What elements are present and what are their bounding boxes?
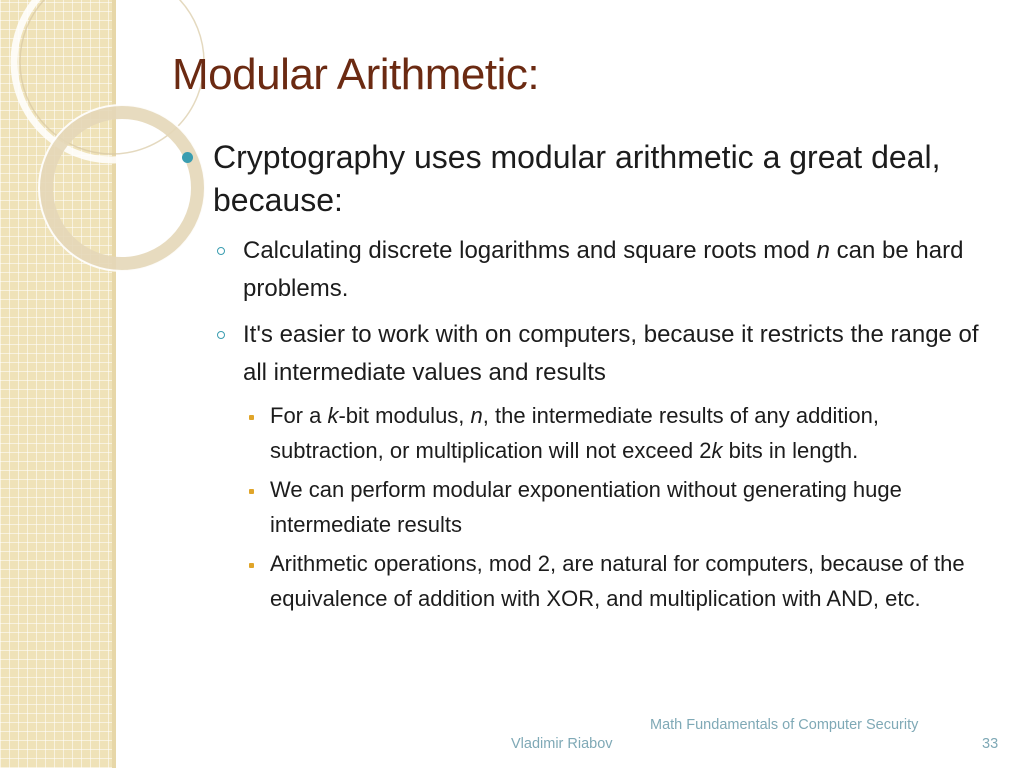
variable-k: k bbox=[711, 437, 723, 463]
bullet-text: Cryptography uses modular arithmetic a great deal, because: bbox=[213, 139, 941, 218]
slide-title: Modular Arithmetic: bbox=[172, 50, 540, 99]
bullet-text: Calculating discrete logarithms and square roots mod bbox=[243, 237, 817, 264]
bullet-level2 bbox=[243, 232, 998, 308]
bullet-text: bits in length. bbox=[722, 437, 859, 463]
bullet-square-icon bbox=[249, 415, 254, 420]
bullet-text: -bit modulus, bbox=[338, 403, 471, 428]
footer-course: Math Fundamentals of Computer Security bbox=[650, 717, 919, 733]
bullet-dot-icon bbox=[182, 152, 193, 163]
bullet-level3 bbox=[270, 399, 998, 468]
slide-body bbox=[178, 136, 998, 616]
variable-n: n bbox=[816, 237, 830, 264]
bullet-ring-icon bbox=[217, 331, 225, 339]
bullet-level1 bbox=[178, 136, 998, 222]
bullet-text: Arithmetic operations, mod 2, are natural for computers, because of the equivalence of addition with XOR, and multiplication with AND, etc. bbox=[270, 551, 965, 611]
bullet-level3 bbox=[270, 547, 998, 616]
variable-n: n bbox=[470, 403, 483, 428]
bullet-text: For a bbox=[270, 403, 328, 428]
bullet-text: , the intermediate results of any addition, subtraction, or multiplication will not exceed 2 bbox=[270, 403, 880, 463]
bullet-text: It's easier to work with on computers, because it restricts the range of all intermediate values and results bbox=[243, 321, 979, 386]
bullet-ring-icon bbox=[217, 247, 225, 255]
bullet-level2 bbox=[243, 316, 998, 392]
page-number: 33 bbox=[982, 736, 999, 752]
bullet-text: We can perform modular exponentiation without generating huge intermediate results bbox=[270, 477, 902, 537]
bullet-level3 bbox=[270, 473, 998, 542]
bullet-text: can be hard problems. bbox=[243, 237, 964, 302]
bullet-square-icon bbox=[249, 489, 254, 494]
variable-k: k bbox=[327, 403, 339, 428]
footer-author: Vladimir Riabov bbox=[511, 736, 613, 752]
bullet-square-icon bbox=[249, 563, 254, 568]
